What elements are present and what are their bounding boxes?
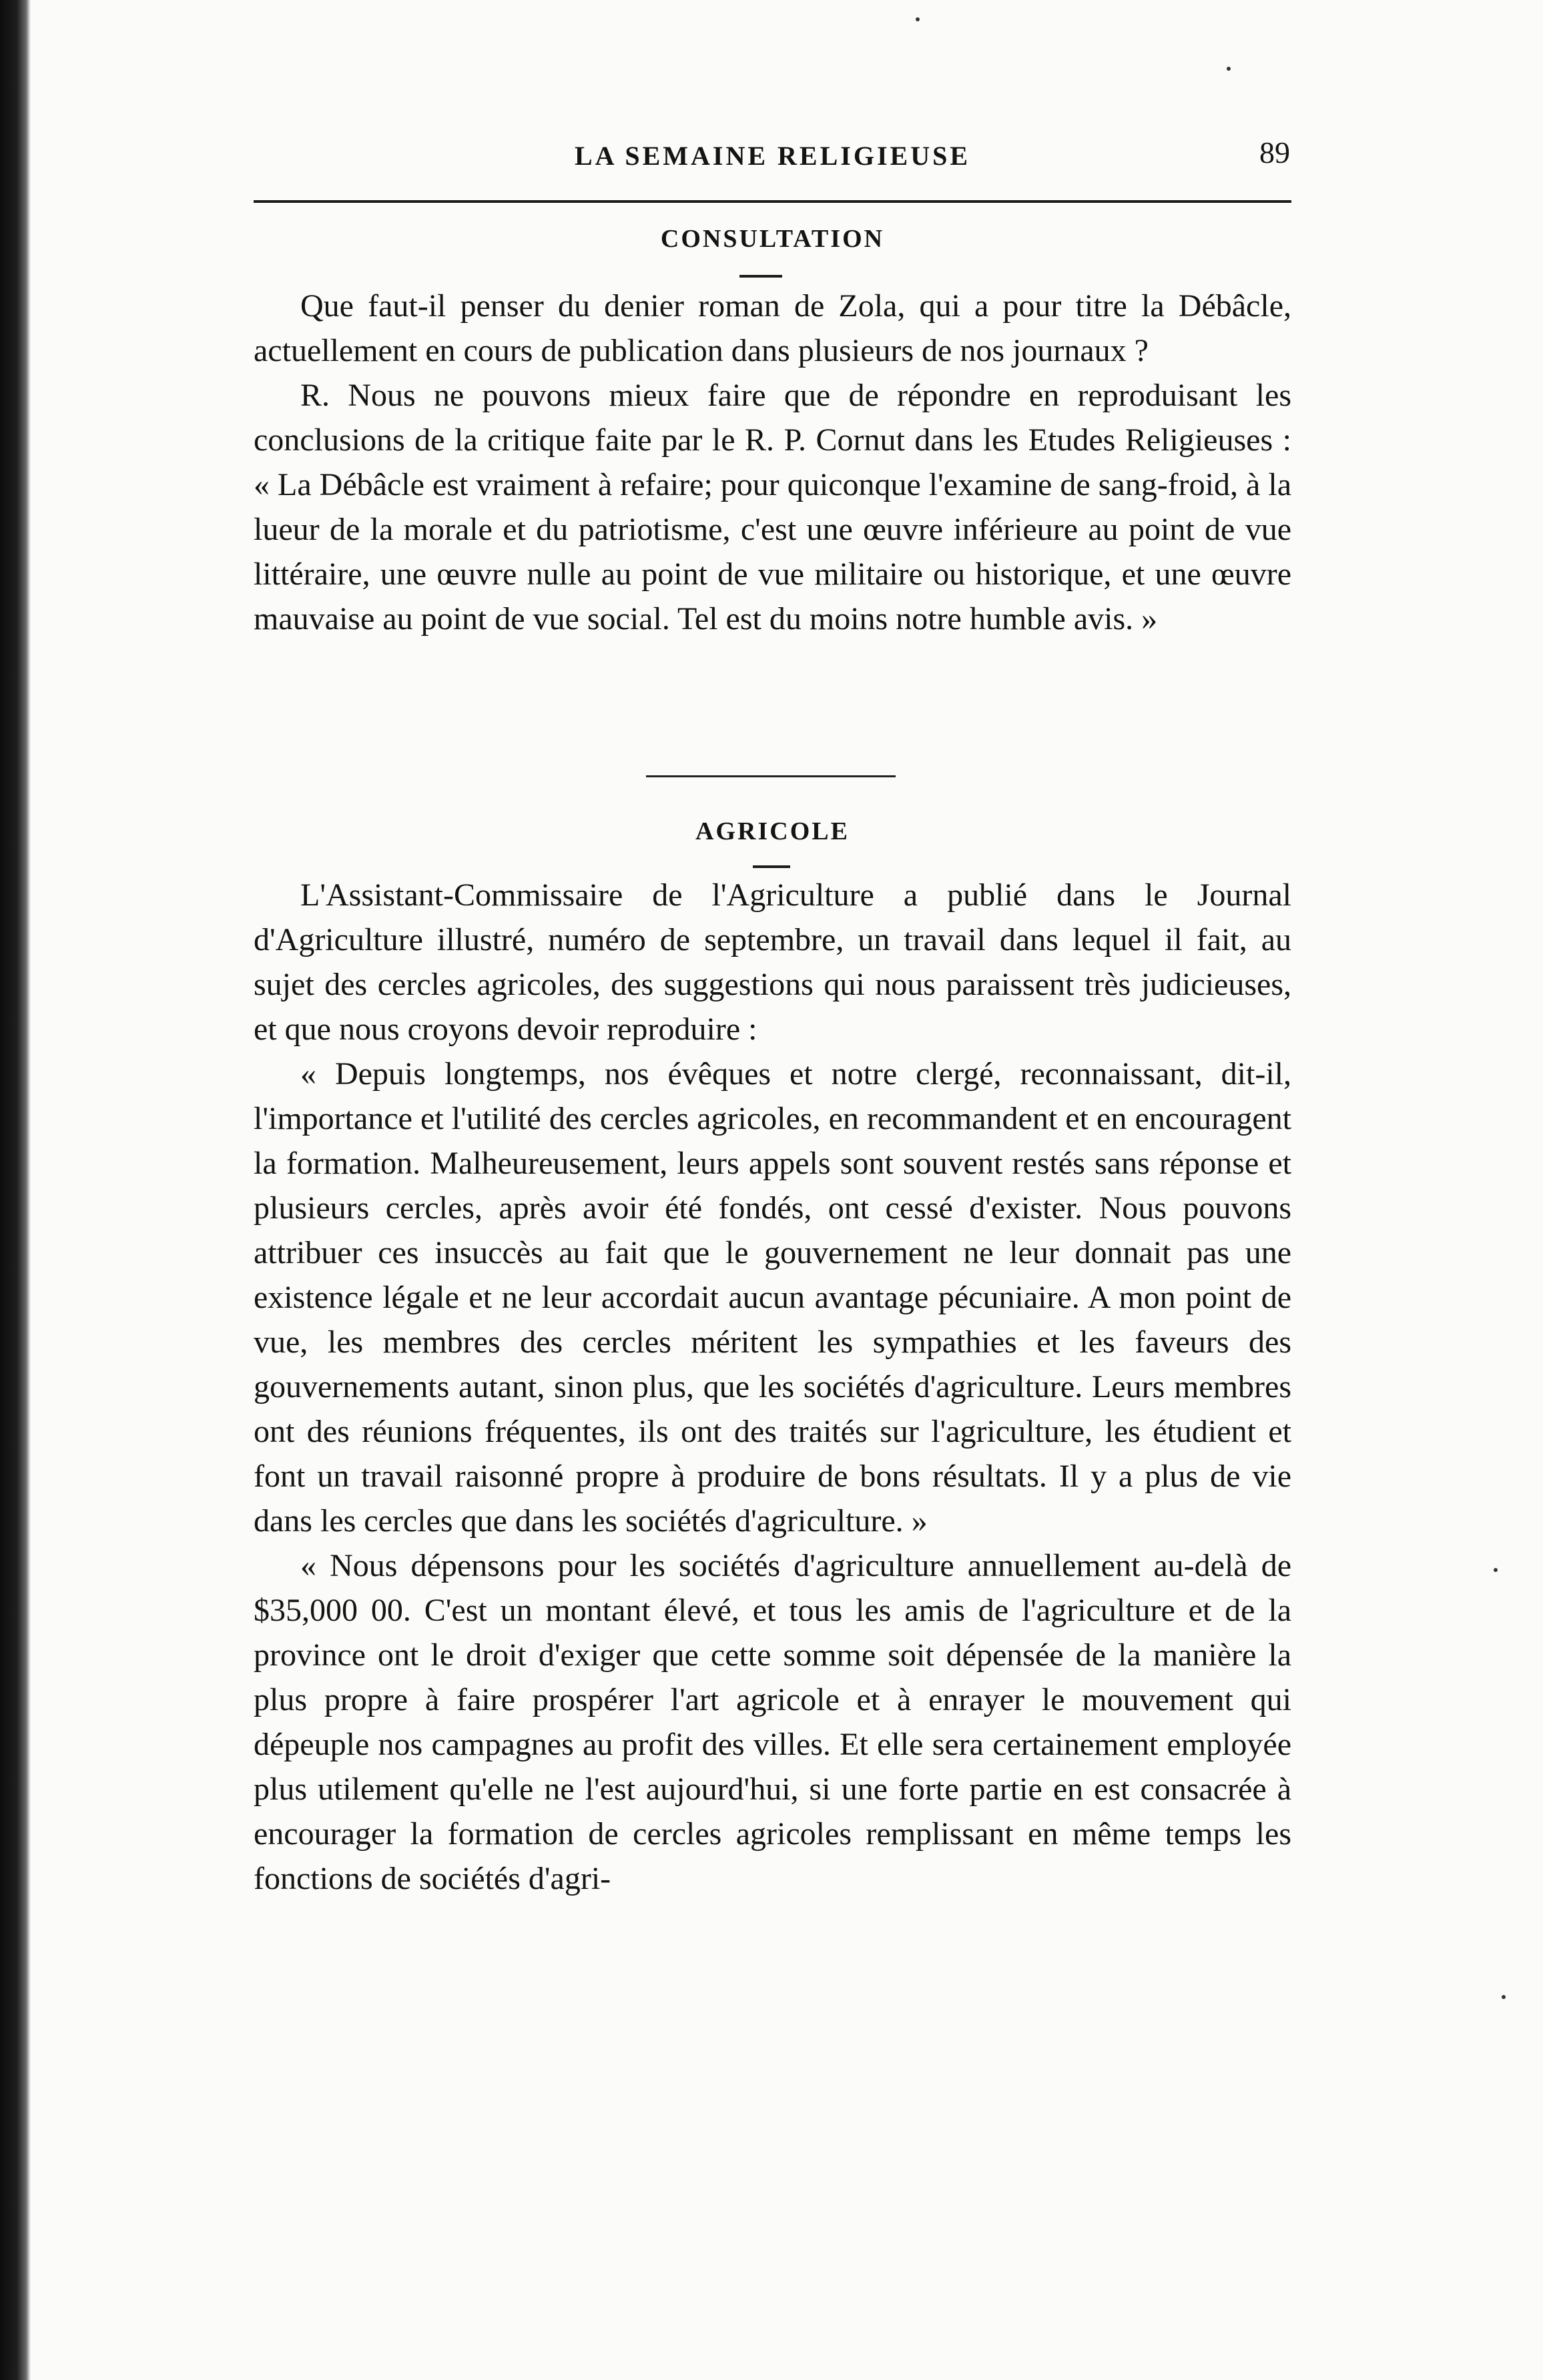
section-separator [646, 775, 896, 777]
running-title: LA SEMAINE RELIGIEUSE [574, 141, 971, 171]
page-number: 89 [1259, 135, 1290, 169]
agricole-title: AGRICOLE [695, 817, 850, 845]
title-dash [739, 275, 782, 278]
agricole-paragraph: « Nous dépensons pour les sociétés d'agriculture annuellement au-delà de $35,000 00. C'est un montant élevé, et tous les amis de l'agriculture et de la province ont le droit d'exiger que cette somme soit dépensée de la manière la plus propre à faire prospérer l'art agricole et à enrayer le mouvement qui dépeuple nos campagnes au profit des villes. Et elle sera certainement employée plus utilement qu'elle ne l'est aujourd'hui, si une forte partie en est consacrée à encourager la formation de cercles agricoles remplissant en même temps les fonctions de sociétés d'agri- [254, 1548, 1291, 1896]
ink-speck [1227, 67, 1231, 71]
ink-speck [1494, 1568, 1498, 1572]
answer-paragraph: R. Nous ne pouvons mieux faire que de répondre en reproduisant les conclusions de la critique faite par le R. P. Cornut dans les Etudes Religieuses : « La Débâcle est vraiment à refaire; pour quiconque l'examine de sang-froid, à la lueur de la morale et du patriotisme, c'est une œuvre inférieure au point de vue littéraire, une œuvre nulle au point de vue militaire ou historique, et une œuvre mauvaise au point de vue social. Tel est du moins notre humble avis. » [254, 378, 1291, 637]
header-rule [254, 200, 1291, 203]
question-paragraph: Que faut-il penser du denier roman de Zola, qui a pour titre la Débâcle, actuellement en cours de publication dans plusieurs de nos journaux ? [254, 288, 1291, 368]
consultation-title: CONSULTATION [660, 225, 885, 253]
agricole-body [254, 873, 1291, 1901]
agricole-paragraph: « Depuis longtemps, nos évêques et notre clergé, reconnaissant, dit-il, l'importance et l'utilité des cercles agricoles, en recommandent et en encouragent la formation. Malheureusement, leurs appels sont souvent restés sans réponse et plusieurs cercles, après avoir été fondés, ont cessé d'exister. Nous pouvons attribuer ces insuccès au fait que le gouvernement ne leur donnait pas une existence légale et ne leur accordait aucun avantage pécuniaire. A mon point de vue, les membres des cercles méritent les sympathies et les faveurs des gouvernements autant, sinon plus, que les sociétés d'agriculture. Leurs membres ont des réunions fréquentes, ils ont des traités sur l'agriculture, les étudient et font un travail raisonné propre à produire de bons résultats. Il y a plus de vie dans les cercles que dans les sociétés d'agriculture. » [254, 1056, 1291, 1539]
scan-edge-shadow [0, 0, 31, 2380]
title-dash [753, 865, 790, 868]
consultation-body [254, 284, 1291, 641]
ink-speck [1502, 1995, 1506, 1999]
ink-speck [916, 17, 920, 21]
running-header [254, 131, 1291, 184]
agricole-paragraph: L'Assistant-Commissaire de l'Agriculture a publié dans le Journal d'Agriculture illustré, numéro de septembre, un travail dans lequel il fait, au sujet des cercles agricoles, des suggestions qui nous paraissent très judicieuses, et que nous croyons devoir reproduire : [254, 877, 1291, 1047]
